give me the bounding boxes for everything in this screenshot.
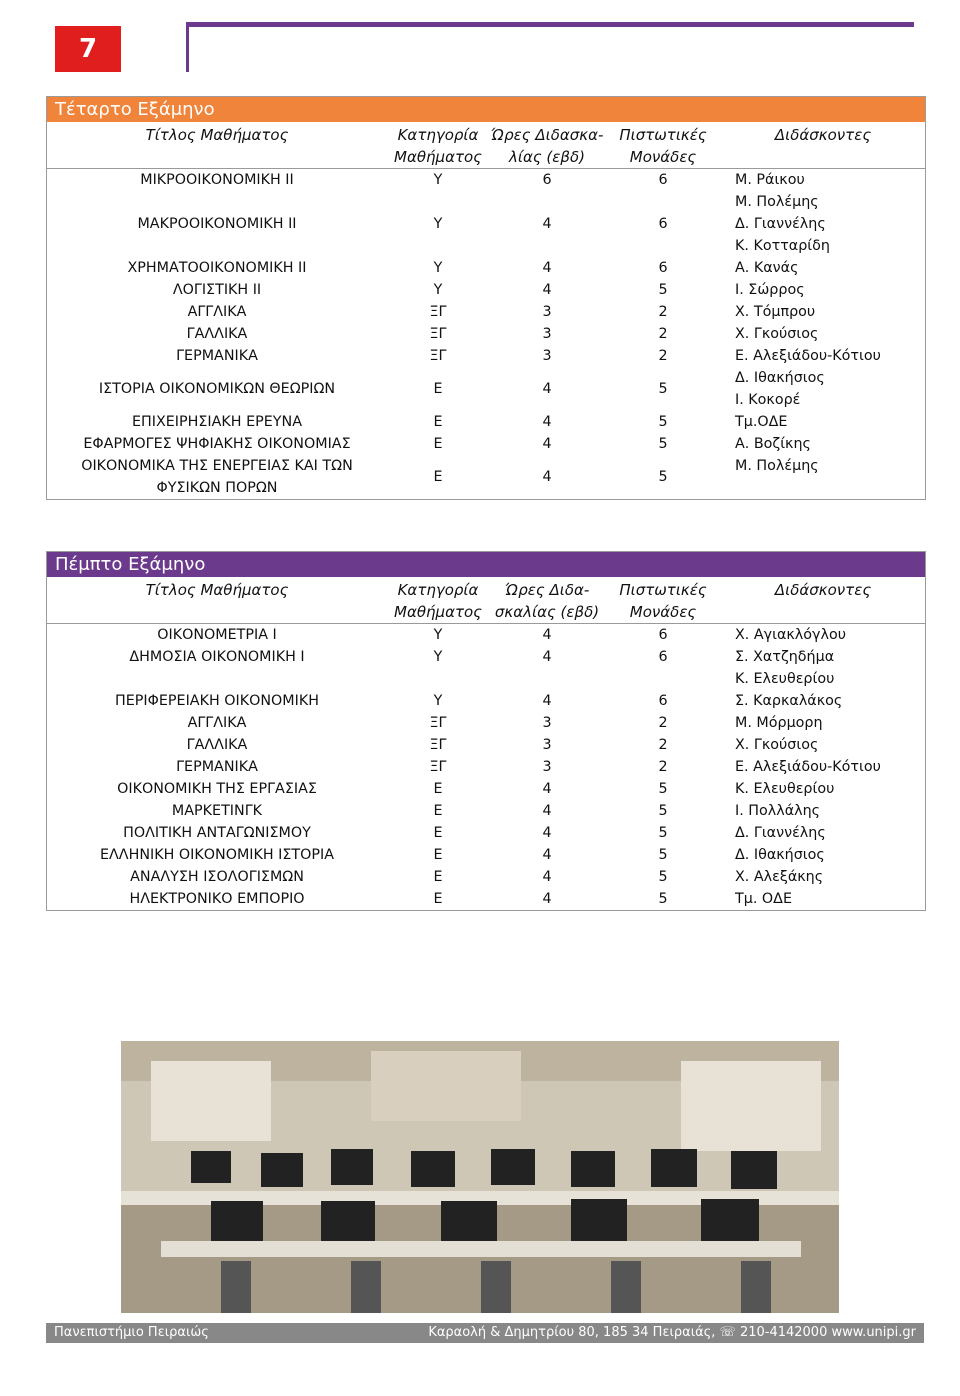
semester-4-section [46,96,926,500]
computer-lab-photo [121,1041,839,1313]
course-credits: 6 [658,627,668,643]
course-instructors: Ι. Πολλάλης [735,803,821,819]
table-row [47,169,925,214]
table-row [47,257,925,279]
course-instructors: Α. Βοζίκης [735,436,811,452]
course-credits: 2 [658,348,668,364]
table-row [47,712,925,734]
course-credits: 5 [658,436,668,452]
course-credits: 2 [658,737,668,753]
table-row [47,734,925,756]
course-credits: 5 [658,847,668,863]
table-row [47,844,925,866]
course-credits: 5 [658,781,668,797]
course-title: ΕΦΑΡΜΟΓΕΣ ΨΗΦΙΑΚΗΣ ΟΙΚΟΝΟΜΙΑΣ [83,436,351,452]
course-hours: 3 [542,715,552,731]
header-category: Κατηγορία Μαθήματος [394,581,482,621]
table-row [47,367,925,411]
course-instructors: Δ. Γιαννέλης Κ. Κοτταρίδη [735,216,830,254]
semester-5-heading [47,552,925,577]
course-category: Ε [433,869,443,885]
course-hours: 4 [542,381,552,397]
table-row [47,624,925,647]
table-row [47,756,925,778]
course-credits: 5 [658,414,668,430]
course-category: Υ [433,172,443,188]
course-instructors: Ε. Αλεξιάδου-Κότιου [735,759,881,775]
course-instructors: Σ. Χατζηδήμα Κ. Ελευθερίου [735,649,835,687]
course-instructors: Μ. Ράικου Μ. Πολέμης [735,172,819,210]
course-hours: 4 [542,260,552,276]
page-footer [46,1323,924,1343]
course-title: ΙΣΤΟΡΙΑ ΟΙΚΟΝΟΜΙΚΩΝ ΘΕΩΡΙΩΝ [98,381,336,397]
course-category: ΞΓ [429,759,447,775]
course-title: ΓΑΛΛΙΚΑ [186,326,248,342]
course-category: ΞΓ [429,326,447,342]
semester-5-table [47,577,925,910]
table-row [47,433,925,455]
course-title: ΧΡΗΜΑΤΟΟΙΚΟΝΟΜΙΚΗ ΙΙ [127,260,307,276]
course-credits: 6 [658,693,668,709]
course-hours: 4 [542,803,552,819]
course-credits: 6 [658,260,668,276]
semester-5-title: Πέμπτο Εξάμηνο [55,554,206,575]
table-header [47,122,925,169]
course-credits: 2 [658,715,668,731]
course-instructors: Ε. Αλεξιάδου-Κότιου [735,348,881,364]
course-hours: 4 [542,693,552,709]
course-credits: 2 [658,759,668,775]
course-instructors: Σ. Καρκαλάκος [735,693,843,709]
course-category: ΞΓ [429,304,447,320]
course-credits: 2 [658,326,668,342]
course-category: Υ [433,216,443,232]
course-instructors: Χ. Αγιακλόγλου [735,627,846,643]
course-title: ΑΝΑΛΥΣΗ ΙΣΟΛΟΓΙΣΜΩΝ [130,869,304,885]
table-row [47,345,925,367]
course-credits: 5 [658,381,668,397]
course-title: ΟΙΚΟΝΟΜΕΤΡΙΑ Ι [157,627,277,643]
table-row [47,822,925,844]
course-instructors: Τμ. ΟΔΕ [735,891,792,907]
semester-4-heading [47,97,925,122]
course-title: ΟΙΚΟΝΟΜΙΚΗ ΤΗΣ ΕΡΓΑΣΙΑΣ [117,781,317,797]
header-category: Κατηγορία Μαθήματος [394,126,482,166]
course-category: Ε [433,381,443,397]
course-credits: 5 [658,891,668,907]
course-credits: 5 [658,803,668,819]
course-hours: 3 [542,759,552,775]
course-credits: 5 [658,282,668,298]
course-title: ΓΑΛΛΙΚΑ [186,737,248,753]
course-hours: 3 [542,326,552,342]
table-row [47,301,925,323]
course-title: ΛΟΓΙΣΤΙΚΗ ΙΙ [172,282,262,298]
course-category: Ε [433,891,443,907]
footer-university: Πανεπιστήμιο Πειραιώς [54,1325,209,1340]
semester-4-title: Τέταρτο Εξάμηνο [55,99,215,120]
semester-5-section [46,551,926,911]
course-instructors: Δ. Ιθακήσιος Ι. Κοκορέ [735,370,825,408]
table-row [47,888,925,910]
table-row [47,646,925,690]
course-hours: 4 [542,825,552,841]
header-hours: Ώρες Διδα- σκαλίας (εβδ) [494,581,600,621]
course-instructors: Χ. Γκούσιος [735,737,819,753]
table-row [47,690,925,712]
course-category: Υ [433,693,443,709]
course-category: Ε [433,847,443,863]
table-header [47,577,925,624]
course-credits: 5 [658,469,668,485]
header-credits: Πιστωτικές Μονάδες [619,581,707,621]
course-instructors: Ι. Σώρρος [735,282,805,298]
course-instructors: Χ. Αλεξάκης [735,869,824,885]
course-instructors: Χ. Τόμπρου [735,304,816,320]
course-category: Ε [433,803,443,819]
table-row [47,323,925,345]
course-category: Ε [433,469,443,485]
header-hours: Ώρες Διδασκα- λίας (εβδ) [490,126,604,166]
course-category: Ε [433,825,443,841]
table-row [47,866,925,888]
course-hours: 4 [542,649,552,665]
course-title: ΜΑΚΡΟΟΙΚΟΝΟΜΙΚΗ ΙΙ [137,216,297,232]
course-category: Υ [433,649,443,665]
course-hours: 4 [542,216,552,232]
top-rule-tick [186,27,189,72]
header-instructors: Διδάσκοντες [774,126,872,144]
course-title: ΜΙΚΡΟΟΙΚΟΝΟΜΙΚΗ ΙΙ [140,172,294,188]
course-instructors: Τμ.ΟΔΕ [735,414,788,430]
page-number [55,26,121,72]
course-hours: 4 [542,282,552,298]
course-hours: 4 [542,891,552,907]
table-row [47,411,925,433]
page-number-text: 7 [78,34,98,64]
course-hours: 4 [542,627,552,643]
table-row [47,279,925,301]
course-title: ΓΕΡΜΑΝΙΚΑ [176,348,258,364]
course-category: Υ [433,627,443,643]
course-instructors: Κ. Ελευθερίου [735,781,835,797]
course-credits: 6 [658,649,668,665]
course-credits: 5 [658,869,668,885]
top-rule [186,22,914,27]
course-hours: 4 [542,469,552,485]
course-title: ΠΟΛΙΤΙΚΗ ΑΝΤΑΓΩΝΙΣΜΟΥ [123,825,311,841]
course-hours: 4 [542,869,552,885]
course-hours: 4 [542,847,552,863]
course-category: ΞΓ [429,348,447,364]
course-title: ΔΗΜΟΣΙΑ ΟΙΚΟΝΟΜΙΚΗ Ι [129,649,305,665]
course-instructors: Δ. Γιαννέλης [735,825,826,841]
course-instructors: Μ. Μόρμορη [735,715,823,731]
course-hours: 4 [542,436,552,452]
course-category: Υ [433,260,443,276]
course-title: ΜΑΡΚΕΤΙΝΓΚ [171,803,263,819]
course-category: Ε [433,414,443,430]
course-title: ΕΛΛΗΝΙΚΗ ΟΙΚΟΝΟΜΙΚΗ ΙΣΤΟΡΙΑ [99,847,335,863]
table-row [47,213,925,257]
course-instructors: Δ. Ιθακήσιος [735,847,825,863]
header-instructors: Διδάσκοντες [774,581,872,599]
course-hours: 4 [542,414,552,430]
course-credits: 5 [658,825,668,841]
table-row [47,778,925,800]
course-title: ΑΓΓΛΙΚΑ [187,715,247,731]
course-hours: 3 [542,348,552,364]
course-category: Ε [433,781,443,797]
course-hours: 6 [542,172,552,188]
course-hours: 4 [542,781,552,797]
course-credits: 6 [658,172,668,188]
course-title: ΗΛΕΚΤΡΟΝΙΚΟ ΕΜΠΟΡΙΟ [129,891,305,907]
course-category: Υ [433,282,443,298]
semester-4-table [47,122,925,499]
course-category: ΞΓ [429,737,447,753]
course-title: ΓΕΡΜΑΝΙΚΑ [176,759,258,775]
course-category: Ε [433,436,443,452]
course-instructors: Μ. Πολέμης [735,458,819,474]
course-instructors: Α. Κανάς [735,260,799,276]
course-instructors: Χ. Γκούσιος [735,326,819,342]
table-row [47,455,925,499]
course-category: ΞΓ [429,715,447,731]
course-title: ΑΓΓΛΙΚΑ [187,304,247,320]
course-credits: 6 [658,216,668,232]
header-course-title: Τίτλος Μαθήματος [145,581,289,599]
table-row [47,800,925,822]
course-hours: 3 [542,304,552,320]
course-title: ΟΙΚΟΝΟΜΙΚΑ ΤΗΣ ΕΝΕΡΓΕΙΑΣ ΚΑΙ ΤΩΝ ΦΥΣΙΚΩΝ ΠΟΡΩΝ [81,458,353,496]
header-credits: Πιστωτικές Μονάδες [619,126,707,166]
header-course-title: Τίτλος Μαθήματος [145,126,289,144]
footer-contact: Καραολή & Δημητρίου 80, 185 34 Πειραιάς, ☏ 210-4142000 www.unipi.gr [428,1325,916,1340]
course-credits: 2 [658,304,668,320]
course-hours: 3 [542,737,552,753]
course-title: ΕΠΙΧΕΙΡΗΣΙΑΚΗ ΕΡΕΥΝΑ [131,414,302,430]
course-title: ΠΕΡΙΦΕΡΕΙΑΚΗ ΟΙΚΟΝΟΜΙΚΗ [115,693,319,709]
